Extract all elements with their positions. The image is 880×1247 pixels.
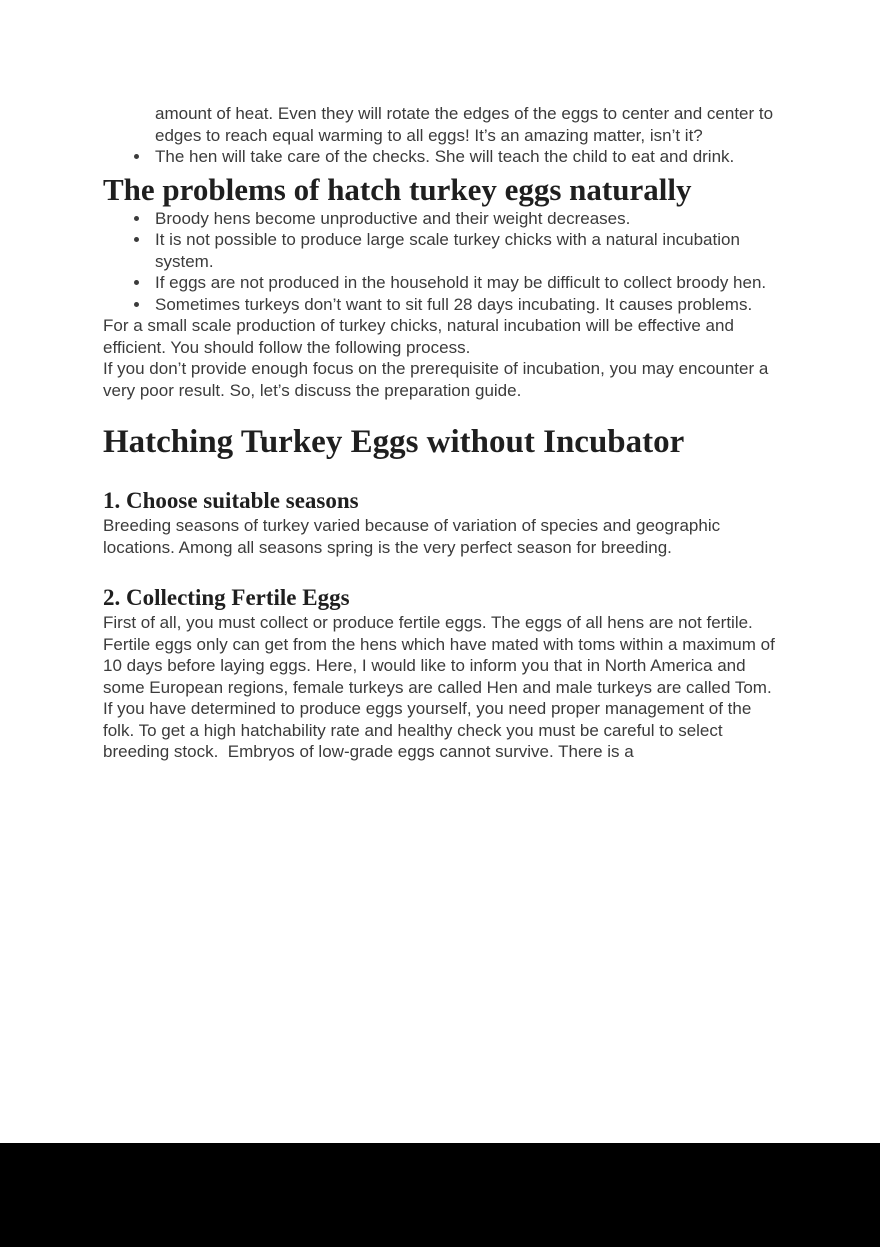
paragraph: For a small scale production of turkey chicks, natural incubation will be effective and efficient. You should follow the following process.	[103, 316, 739, 357]
bottom-black-bar	[0, 1143, 880, 1247]
intro-bullet-list	[103, 103, 778, 168]
list-item: Broody hens become unproductive and their weight decreases.	[103, 208, 778, 230]
list-item: If eggs are not produced in the household it may be difficult to collect broody hen.	[103, 272, 778, 294]
list-item: It is not possible to produce large scale turkey chicks with a natural incubation system.	[103, 229, 778, 272]
list-item: Sometimes turkeys don’t want to sit full 28 days incubating. It causes problems.	[103, 294, 778, 316]
section-heading-hatching: Hatching Turkey Eggs without Incubator	[103, 424, 685, 460]
paragraph: Breeding seasons of turkey varied because of variation of species and geographic locations. Among all seasons spring is the very perfect season for breeding.	[103, 516, 725, 557]
list-item: The hen will take care of the checks. She will teach the child to eat and drink.	[103, 146, 778, 168]
paragraph: If you have determined to produce eggs yourself, you need proper management of the folk. To get a high hatchability rate and healthy check you must be careful to select breeding stock. Embryos of low-grade eggs cannot survive. There is a	[103, 699, 757, 761]
subsection-heading-fertile-eggs: 2. Collecting Fertile Eggs	[103, 585, 350, 610]
problems-bullet-list	[103, 208, 778, 316]
paragraph: First of all, you must collect or produce fertile eggs. The eggs of all hens are not fertile. Fertile eggs only can get from the hens which have mated with toms within a maximum of 10 days before laying eggs. Here, I would like to inform you that in North America and some European regions, female turkeys are called Hen and male turkeys are called Tom.	[103, 613, 780, 697]
section-heading-problems: The problems of hatch turkey eggs naturally	[103, 171, 692, 207]
list-item-continuation: amount of heat. Even they will rotate the edges of the eggs to center and center to edges to reach equal warming to all eggs! It’s an amazing matter, isn’t it?	[155, 104, 778, 145]
paragraph: If you don’t provide enough focus on the prerequisite of incubation, you may encounter a very poor result. So, let’s discuss the preparation guide.	[103, 359, 774, 400]
subsection-heading-seasons: 1. Choose suitable seasons	[103, 488, 359, 513]
